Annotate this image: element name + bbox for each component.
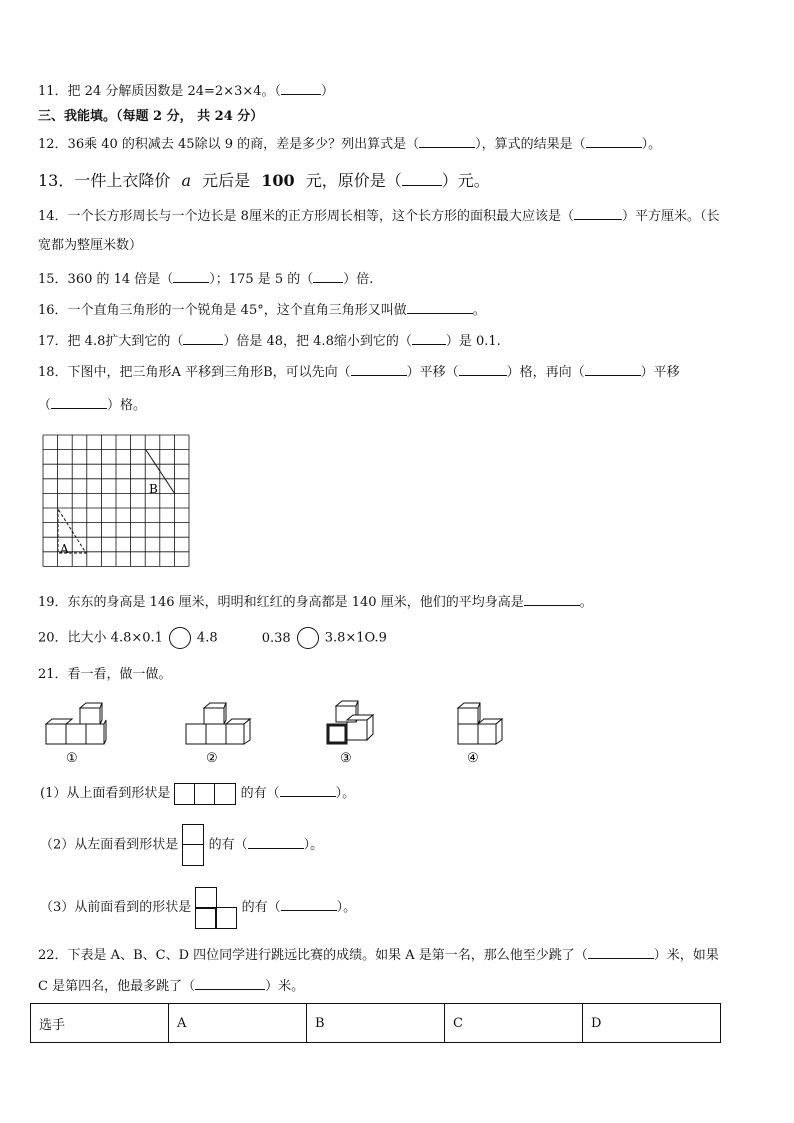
answer-blank[interactable] <box>588 946 654 959</box>
cube-figure-4 <box>458 703 502 744</box>
label-b: B <box>149 482 158 496</box>
long-jump-table <box>30 1003 721 1043</box>
answer-blank[interactable] <box>419 135 475 148</box>
compare-circle-2[interactable] <box>297 627 319 649</box>
figure-label-2: ② <box>206 751 218 766</box>
question-18: 18．下图中，把三角形A 平移到三角形B，可以先向（ ）平移（ ）格，再向（ ）平移 <box>38 365 680 380</box>
question-18-line2: （ ）格。 <box>38 398 147 413</box>
answer-blank[interactable] <box>574 207 622 220</box>
answer-blank[interactable] <box>351 363 407 376</box>
answer-blank[interactable] <box>281 898 337 911</box>
cube-figures <box>40 700 520 772</box>
answer-blank[interactable] <box>248 836 304 849</box>
question-21-sub2: （2）从左面看到形状是 的有（ ）。 <box>40 824 323 866</box>
question-21-sub3: （3）从前面看到的形状是 的有（ ）。 <box>40 886 356 930</box>
cube-figures-svg <box>40 700 520 768</box>
cube-figure-1 <box>46 703 106 744</box>
cube-figure-3 <box>327 701 373 744</box>
answer-blank[interactable] <box>51 396 107 409</box>
answer-blank[interactable] <box>459 363 507 376</box>
answer-blank[interactable] <box>524 593 580 606</box>
question-12: 12．36乘 40 的积减去 45除以 9 的商，差是多少？列出算式是（ ），算式的结果是（ ）。 <box>38 137 662 152</box>
question-20: 20．比大小 4.8×0.1 4.8 0.38 3.8×1O.9 <box>38 627 387 649</box>
answer-blank[interactable] <box>280 784 336 797</box>
question-19: 19．东东的身高是 146 厘米，明明和红红的身高都是 140 厘米，他们的平均身高是 。 <box>38 595 593 610</box>
table-cell: D <box>583 1004 721 1043</box>
question-17: 17．把 4.8扩大到它的（ ）倍是 48，把 4.8缩小到它的（ ）是 0.1. <box>38 334 501 349</box>
question-21-sub1: (1）从上面看到形状是 的有（ ）。 <box>40 782 355 806</box>
table-cell: C <box>445 1004 583 1043</box>
top-view-shape <box>174 783 236 805</box>
question-14: 14．一个长方形周长与一个边长是 8厘米的正方形周长相等，这个长方形的面积最大应该是（ ）平方厘米。（长 <box>38 209 720 224</box>
table-cell: 选手 <box>31 1004 169 1043</box>
cube-figure-2 <box>186 703 250 744</box>
grid-svg <box>42 434 192 570</box>
answer-blank[interactable] <box>402 173 442 186</box>
answer-blank[interactable] <box>183 332 223 345</box>
figure-label-1: ① <box>66 751 78 766</box>
answer-blank[interactable] <box>412 332 446 345</box>
left-view-shape <box>182 824 204 866</box>
translation-grid <box>42 434 192 574</box>
answer-blank[interactable] <box>195 977 265 990</box>
question-22-line2: C 是第四名，他最多跳了（ ）米。 <box>38 979 305 994</box>
answer-blank[interactable] <box>313 270 343 283</box>
figure-label-4: ④ <box>467 751 479 766</box>
label-a: A <box>60 542 69 556</box>
table-cell: A <box>169 1004 307 1043</box>
answer-blank[interactable] <box>585 363 641 376</box>
table-row <box>31 1004 721 1043</box>
question-14-line2: 宽都为整厘米数） <box>38 238 143 253</box>
question-13: 13．一件上衣降价 a 元后是 100 元，原价是（ ）元。 <box>38 171 490 190</box>
question-21-title: 21．看一看，做一做。 <box>38 667 172 682</box>
answer-blank[interactable] <box>281 82 321 95</box>
table-cell: B <box>307 1004 445 1043</box>
question-11: 11．把 24 分解质因数是 24=2×3×4。（ ） <box>38 84 335 99</box>
question-16: 16．一个直角三角形的一个锐角是 45°，这个直角三角形又叫做 。 <box>38 303 486 318</box>
section-3-heading: 三、我能填。（每题 2 分， 共 24 分） <box>38 109 264 124</box>
front-view-shape <box>195 887 237 929</box>
answer-blank[interactable] <box>586 135 642 148</box>
answer-blank[interactable] <box>407 301 473 314</box>
figure-label-3: ③ <box>340 751 352 766</box>
question-15: 15．360 的 14 倍是（ ）；175 是 5 的（ ）倍. <box>38 272 374 287</box>
question-22: 22．下表是 A、B、C、D 四位同学进行跳远比赛的成绩。如果 A 是第一名，那么他至少跳了（ ）米，如果 <box>38 948 719 963</box>
compare-circle-1[interactable] <box>169 627 191 649</box>
answer-blank[interactable] <box>173 270 209 283</box>
